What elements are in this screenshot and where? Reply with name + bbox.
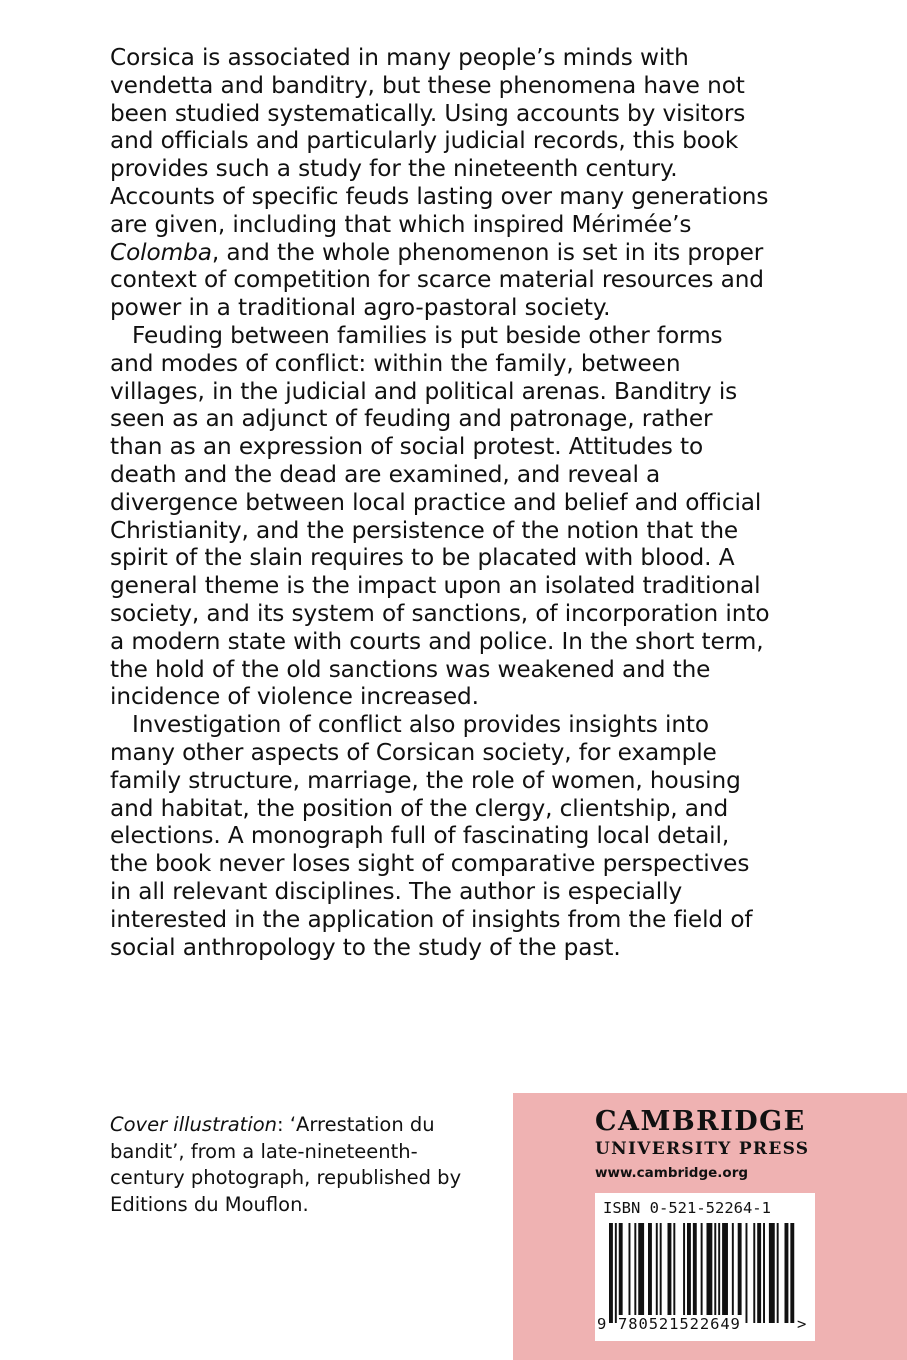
- blurb-paragraph-1: [110, 44, 770, 322]
- publisher-website: www.cambridge.org: [595, 1165, 749, 1181]
- barcode-bar: [732, 1223, 734, 1323]
- blurb-paragraph-3: Investigation of conflict also provides insights into many other aspects of Corsican society, for example family structure, marriage, the role of women, housing and habitat, the position of the clergy, clientship, and elections. A monograph full of fascinating local detail, the book never loses sight of comparative perspectives in all relevant disciplines. The author is especially interested in the application of insights from the field of social anthropology to the study of the past.: [110, 711, 753, 961]
- barcode-bars: [607, 1223, 797, 1323]
- barcode-bar: [714, 1223, 716, 1323]
- isbn-label: ISBN 0-521-52264-1: [603, 1199, 771, 1217]
- barcode-bar: [634, 1223, 636, 1323]
- ean-arrow: >: [797, 1315, 807, 1333]
- barcode-bar: [629, 1223, 631, 1323]
- barcode-bar: [609, 1223, 613, 1323]
- ean-first-digit: 9: [597, 1315, 607, 1333]
- barcode-bar: [615, 1223, 617, 1323]
- barcode-bar: [660, 1223, 662, 1323]
- back-cover-blurb: [110, 44, 770, 961]
- barcode-bar: [638, 1223, 644, 1323]
- cover-illustration-caption: [110, 1112, 480, 1218]
- barcode-bar: [738, 1223, 742, 1323]
- barcode-bar: [668, 1223, 672, 1323]
- barcode-bar: [619, 1223, 623, 1323]
- barcode-bar: [746, 1223, 748, 1323]
- blurb-paragraph-1-text-b: , and the whole phenomenon is set in its proper context of competition for scarce material resources and power in a traditional agro-pastoral society.: [110, 238, 764, 322]
- barcode-bar: [693, 1223, 697, 1323]
- barcode-bar: [648, 1223, 652, 1323]
- caption-text: : ‘Arrestation du bandit’, from a late-nineteenth-century photograph, republished by Editions du Mouflon.: [110, 1113, 462, 1216]
- barcode-bar: [790, 1223, 794, 1323]
- barcode-bar: [757, 1223, 761, 1323]
- publisher-name: CAMBRIDGE: [595, 1106, 806, 1137]
- barcode-bar: [777, 1223, 779, 1323]
- barcode-bar: [763, 1223, 765, 1323]
- barcode-bar: [687, 1223, 691, 1323]
- ean-digits: 780521522649: [618, 1315, 741, 1333]
- barcode-bar: [718, 1223, 720, 1323]
- barcode-bar: [785, 1223, 789, 1323]
- barcode-bar: [753, 1223, 755, 1323]
- barcode-bar: [673, 1223, 675, 1323]
- publisher-panel: [513, 1093, 907, 1360]
- blurb-title-colomba: Colomba: [110, 238, 212, 266]
- barcode-bar: [701, 1223, 703, 1323]
- blurb-paragraph-1-text-a: Corsica is associated in many people’s minds with vendetta and banditry, but these phenomena have not been studied systematically. Using accounts by visitors and officials and particularly judicial records, this book provides such a study for the nineteenth century. Accounts of specific feuds lasting over many generations are given, including that which inspired Mérimée’s: [110, 44, 769, 238]
- caption-label: Cover illustration: [110, 1113, 278, 1136]
- publisher-subname: UNIVERSITY PRESS: [595, 1139, 810, 1159]
- barcode-bar: [722, 1223, 728, 1323]
- barcode-bar: [656, 1223, 658, 1323]
- blurb-paragraph-2: Feuding between families is put beside other forms and modes of conflict: within the family, between villages, in the judicial and political arenas. Banditry is seen as an adjunct of feuding and patronage, rather than as an expression of social protest. Attitudes to death and the dead are examined, and reveal a divergence between local practice and belief and official Christianity, and the persistence of the notion that the spirit of the slain requires to be placated with blood. A general theme is the impact upon an isolated traditional society, and its system of sanctions, of incorporation into a modern state with courts and police. In the short term, the hold of the old sanctions was weakened and the incidence of violence increased.: [110, 321, 770, 711]
- isbn-barcode: [595, 1193, 815, 1341]
- barcode-bar: [683, 1223, 685, 1323]
- barcode-bar: [707, 1223, 713, 1323]
- barcode-bar: [769, 1223, 775, 1323]
